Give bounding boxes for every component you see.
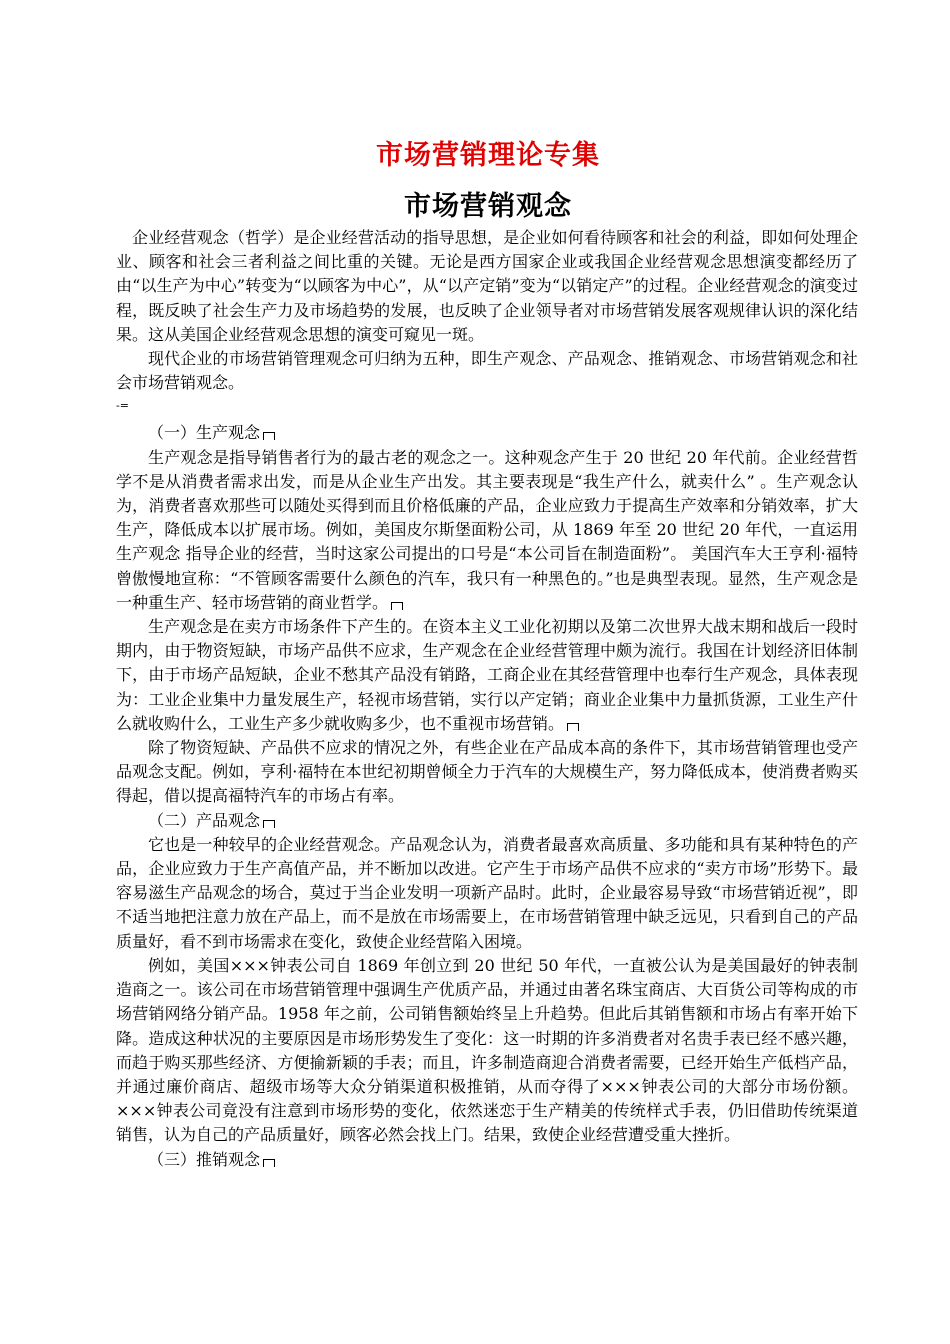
- document-subtitle: 市场营销观念: [404, 191, 572, 222]
- paragraph-production-2-text: 生产观念是在卖方市场条件下产生的。在资本主义工业化初期以及第二次世界大战末期和战后一段时期内，由于物资短缺，市场产品供不应求，生产观念在企业经营管理中颇为流行。我国在计划经济旧体制下，由于市场产品短缺，企业不愁其产品没有销路，工商企业在其经营管理中也奉行生产观念，具体表现为：工业企业集中力量发展生产，轻视市场营销，实行以产定销；商业企业集中力量抓货源，工业生产什么就收购什么，工业生产多少就收购多少，也不重视市场营销。: [116, 617, 858, 733]
- section-heading-product: [116, 809, 858, 833]
- paragraph-intro: 企业经营观念（哲学）是企业经营活动的指导思想，是企业如何看待顾客和社会的利益，即如何处理企业、顾客和社会三者利益之间比重的关键。无论是西方国家企业或我国企业经营观念思想演变都经历了由“以生产为中心”转变为“以顾客为中心”，从“以产定销”变为“以销定产”的过程。企业经营观念的演变过程，既反映了社会生产力及市场趋势的发展，也反映了企业领导者对市场营销发展客观规律认识的深化结果。这从美国企业经营观念思想的演变可窥见一斑。: [116, 228, 858, 344]
- paragraph-product-2: 例如，美国×××钟表公司自 1869 年创立到 20 世纪 50 年代，一直被公认为是美国最好的钟表制造商之一。该公司在市场营销管理中强调生产优质产品，并通过由著名珠宝商店、大百货公司等构成的市场营销网络分销产品。1958 年之前，公司销售额始终呈上升趋势。但此后其销售额和市场占有率开始下降。造成这种状况的主要原因是市场形势发生了变化：这一时期的许多消费者对名贵手表已经不感兴趣，而趋于购买那些经济、方便揄新颖的手表；而且，许多制造商迎合消费者需要，已经开始生产低档产品，并通过廉价商店、超级市场等大众分销渠道积极推销，从而夺得了×××钟表公司的大部分市场份额。×××钟表公司竟没有注意到市场形势的变化，依然迷恋于生产精美的传统样式手表，仍旧借助传统渠道销售，认为自己的产品质量好，顾客必然会找上门。结果，致使企业经营遭受重大挫折。: [116, 955, 858, 1145]
- paragraph-mark-icon: [567, 723, 579, 731]
- section-heading-production: [116, 421, 858, 445]
- paragraph-production-3: 除了物资短缺、产品供不应求的情况之外，有些企业在产品成本高的条件下，其市场营销管理也受产品观念支配。例如，亨利·福特在本世纪初期曾倾全力于汽车的大规模生产，努力降低成本，使消费者购买得起，借以提高福特汽车的市场占有率。: [116, 738, 858, 806]
- document-title: 市场营销理论专集: [376, 140, 600, 171]
- paragraph-mark-icon: [263, 1159, 275, 1167]
- section-heading-production-text: （一）生产观念: [148, 423, 261, 443]
- section-heading-product-text: （二）产品观念: [148, 810, 261, 830]
- paragraph-production-1: [116, 446, 858, 615]
- bullet-mark: -=: [116, 399, 129, 413]
- paragraph-mark-icon: [263, 432, 275, 440]
- paragraph-mark-icon: [391, 602, 403, 610]
- paragraph-five-concepts: 现代企业的市场营销管理观念可归纳为五种，即生产观念、产品观念、推销观念、市场营销观念和社会市场营销观念。: [116, 349, 858, 393]
- section-heading-selling-text: （三）推销观念: [148, 1149, 261, 1169]
- paragraph-production-1-text: 生产观念是指导销售者行为的最古老的观念之一。这种观念产生于 20 世纪 20 年代前。企业经营哲学不是从消费者需求出发，而是从企业生产出发。其主要表现是“我生产什么，就卖什么” 。生产观念认为，消费者喜欢那些可以随处买得到而且价格低廉的产品，企业应致力于提高生产效率和分销效率，扩大生产，降低成本以扩展市场。例如，美国皮尔斯堡面粉公司，从 1869 年至 20 世纪 20 年代，一直运用生产观念 指导企业的经营，当时这家公司提出的口号是“本公司旨在制造面粉”。 美国汽车大王亨利·福特曾傲慢地宣称：“不管顾客需要什么颜色的汽车，我只有一种黑色的。”也是典型表现。显然，生产观念是一种重生产、轻市场营销的商业哲学。: [116, 447, 858, 612]
- document-body: [116, 226, 858, 1172]
- paragraph-production-2: [116, 615, 858, 736]
- paragraph-product-1: 它也是一种较早的企业经营观念。产品观念认为，消费者最喜欢高质量、多功能和具有某种特色的产品，企业应致力于生产高值产品，并不断加以改进。它产生于市场产品供不应求的“卖方市场”形势下。最容易滋生产品观念的场合，莫过于当企业发明一项新产品时。此时，企业最容易导致“市场营销近视”，即不适当地把注意力放在产品上，而不是放在市场需要上，在市场营销管理中缺乏远见，只看到自己的产品质量好，看不到市场需求在变化，致使企业经营陷入困境。: [116, 834, 858, 951]
- section-heading-selling: [116, 1148, 858, 1172]
- paragraph-mark-icon: [263, 820, 275, 828]
